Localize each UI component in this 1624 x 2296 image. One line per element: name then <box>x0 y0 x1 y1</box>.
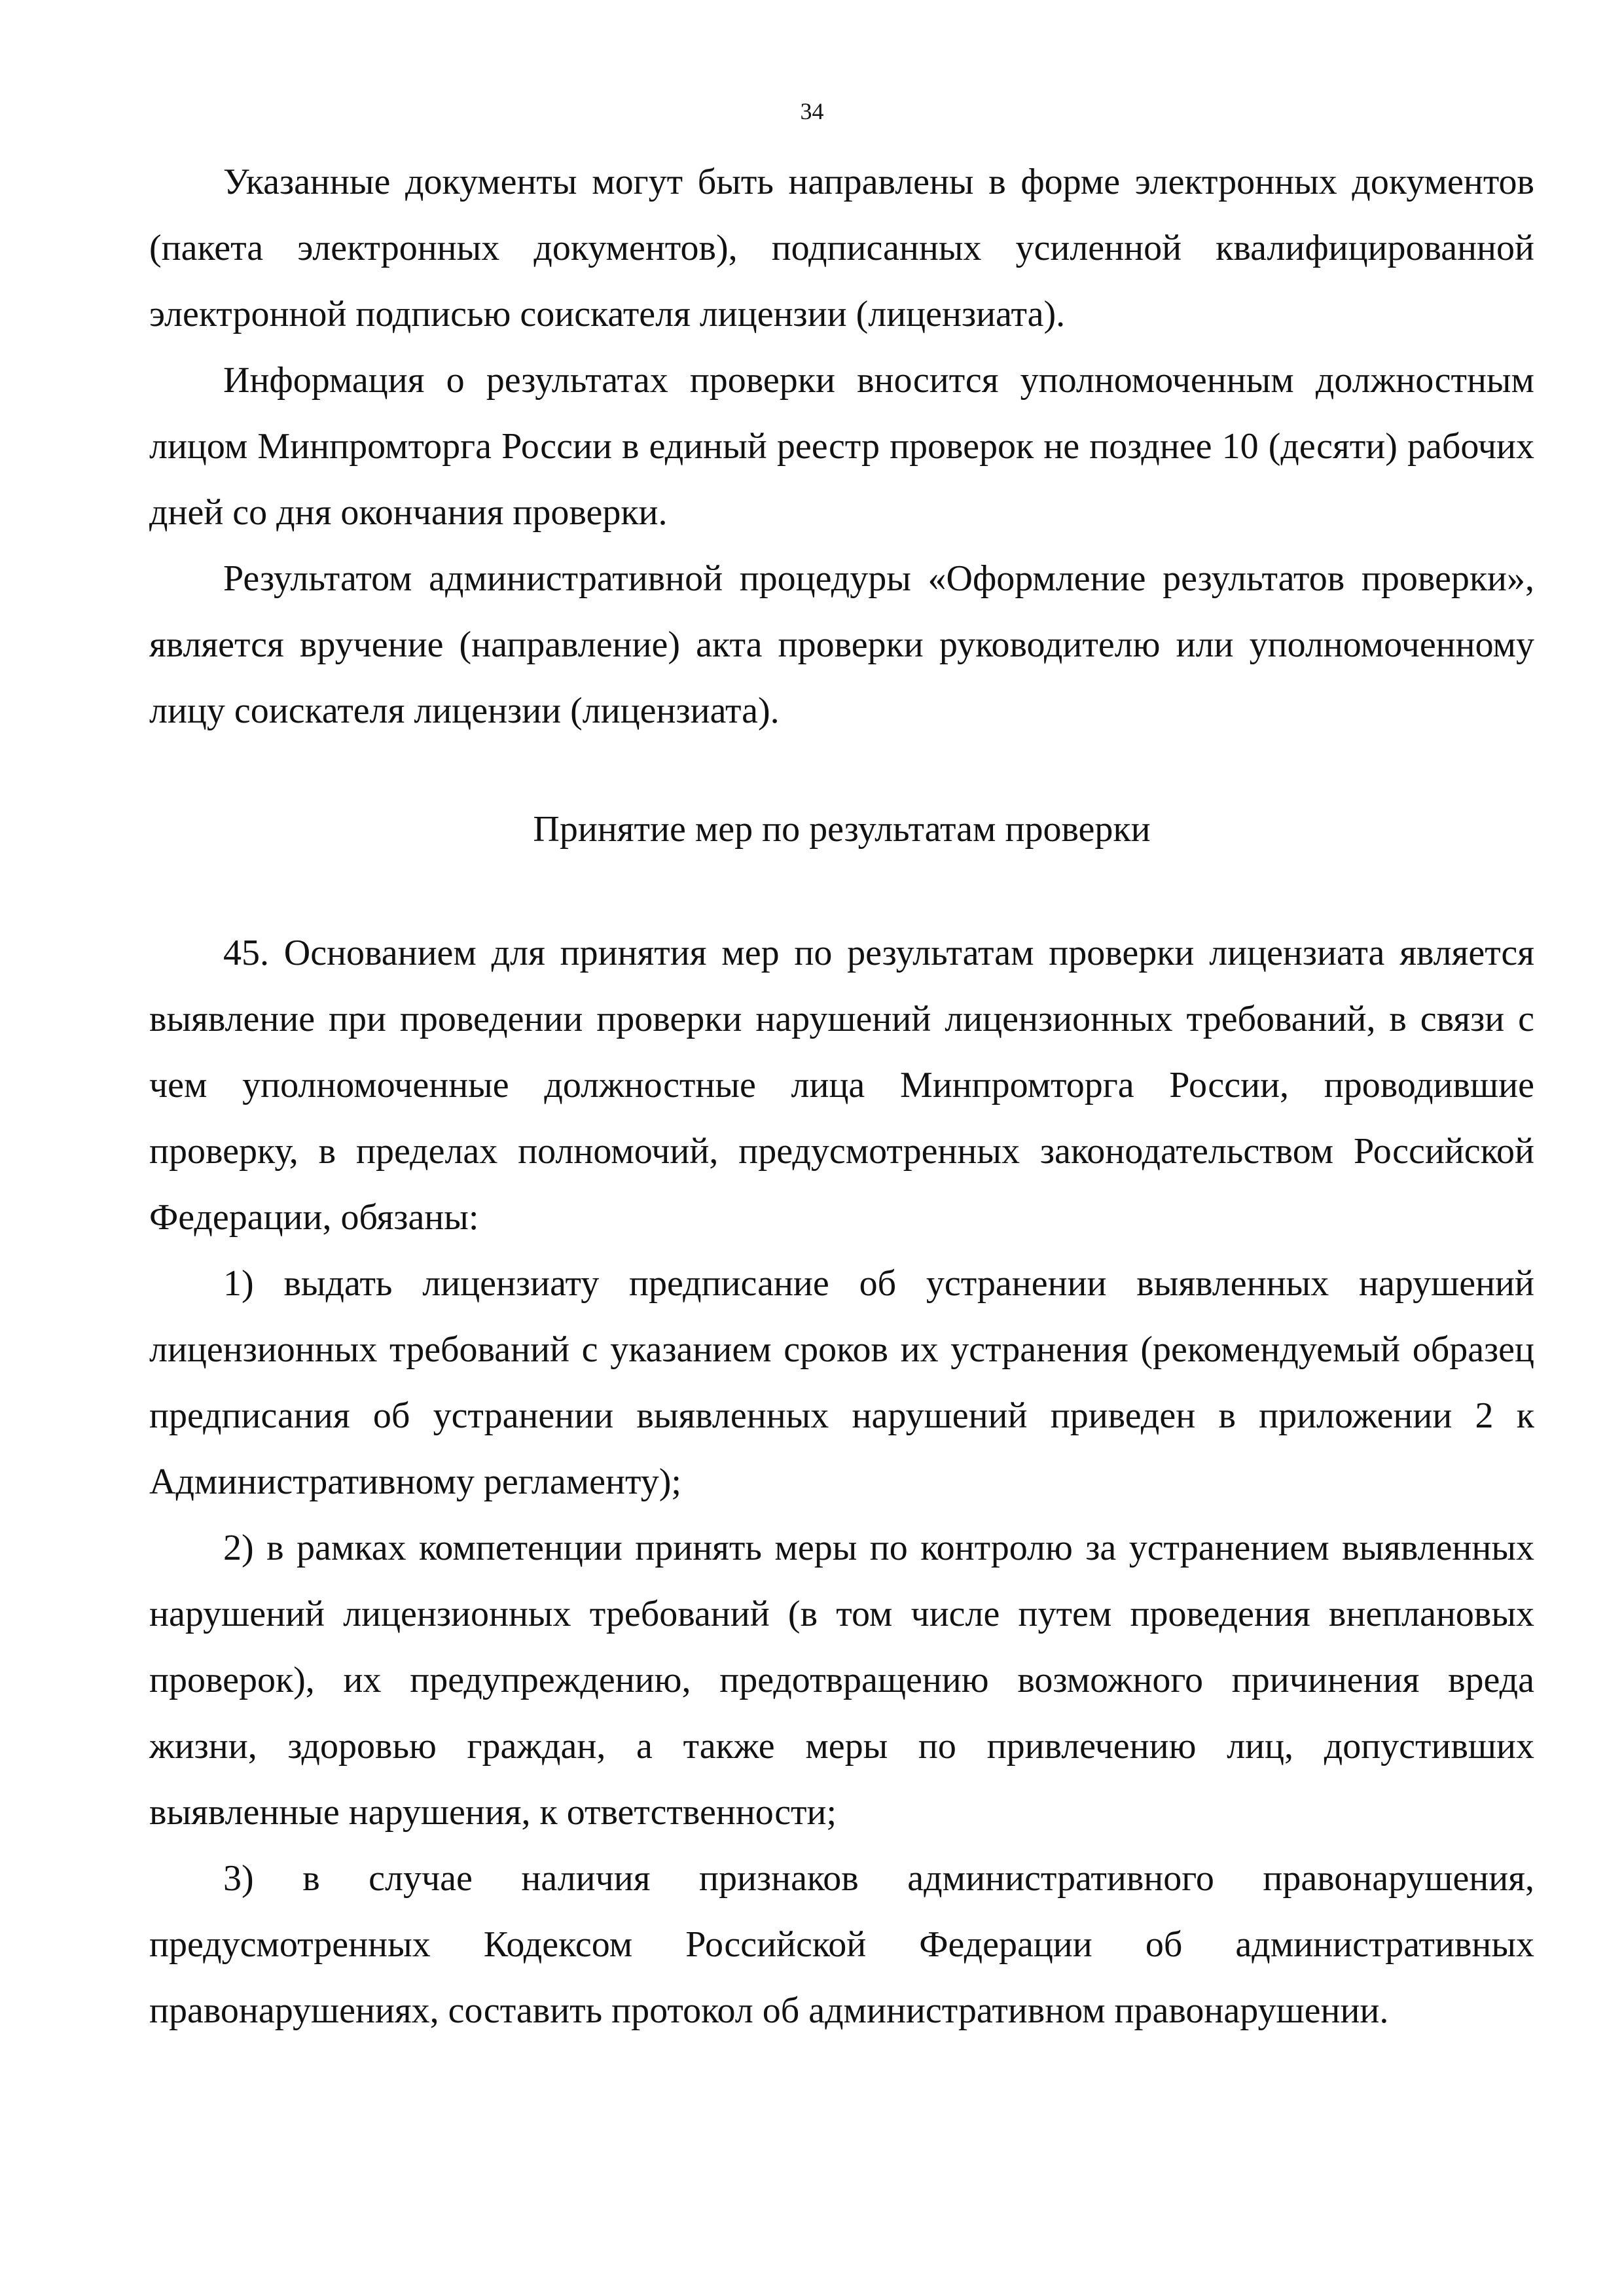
page-number: 34 <box>800 98 824 124</box>
paragraph-electronic-documents: Указанные документы могут быть направлены в форме электронных документов (пакета электронных документов), подписанных усиленной квалифицированной электронной подписью соискателя лицензии (лицензиата). <box>149 162 1534 334</box>
list-item-1: 1) выдать лицензиату предписание об устранении выявленных нарушений лицензионных требований с указанием сроков их устранения (рекомендуемый образец предписания об устранении выявленных нарушений приведен в приложении 2 к Административному регламенту); <box>149 1263 1534 1502</box>
list-item-2: 2) в рамках компетенции принять меры по контролю за устранением выявленных нарушений лицензионных требований (в том числе путем проведения внеплановых проверок), их предупреждению, предотвращению возможного причинения вреда жизни, здоровью граждан, а также меры по привлечению лиц, допустивших выявленные нарушения, к ответственности; <box>149 1528 1534 1833</box>
section-heading: Принятие мер по результатам проверки <box>533 809 1151 850</box>
list-item-3: 3) в случае наличия признаков административного правонарушения, предусмотренных Кодексом Российской Федерации об административных правонарушениях, составить протокол об административном правонарушении. <box>149 1858 1534 2031</box>
paragraph-item-45: 45. Основанием для принятия мер по результатам проверки лицензиата является выявление при проведении проверки нарушений лицензионных требований, в связи с чем уполномоченные должностные лица Минпромторга России, проводившие проверку, в пределах полномочий, предусмотренных законодательством Российской Федерации, обязаны: <box>149 933 1534 1238</box>
paragraph-inspection-registry: Информация о результатах проверки вносится уполномоченным должностным лицом Минпромторга России в единый реестр проверок не позднее 10 (десяти) рабочих дней со дня окончания проверки. <box>149 360 1534 533</box>
document-body <box>149 149 1534 2044</box>
paragraph-procedure-result: Результатом административной процедуры «Оформление результатов проверки», является вручение (направление) акта проверки руководителю или уполномоченному лицу соискателя лицензии (лицензиата). <box>149 558 1534 731</box>
